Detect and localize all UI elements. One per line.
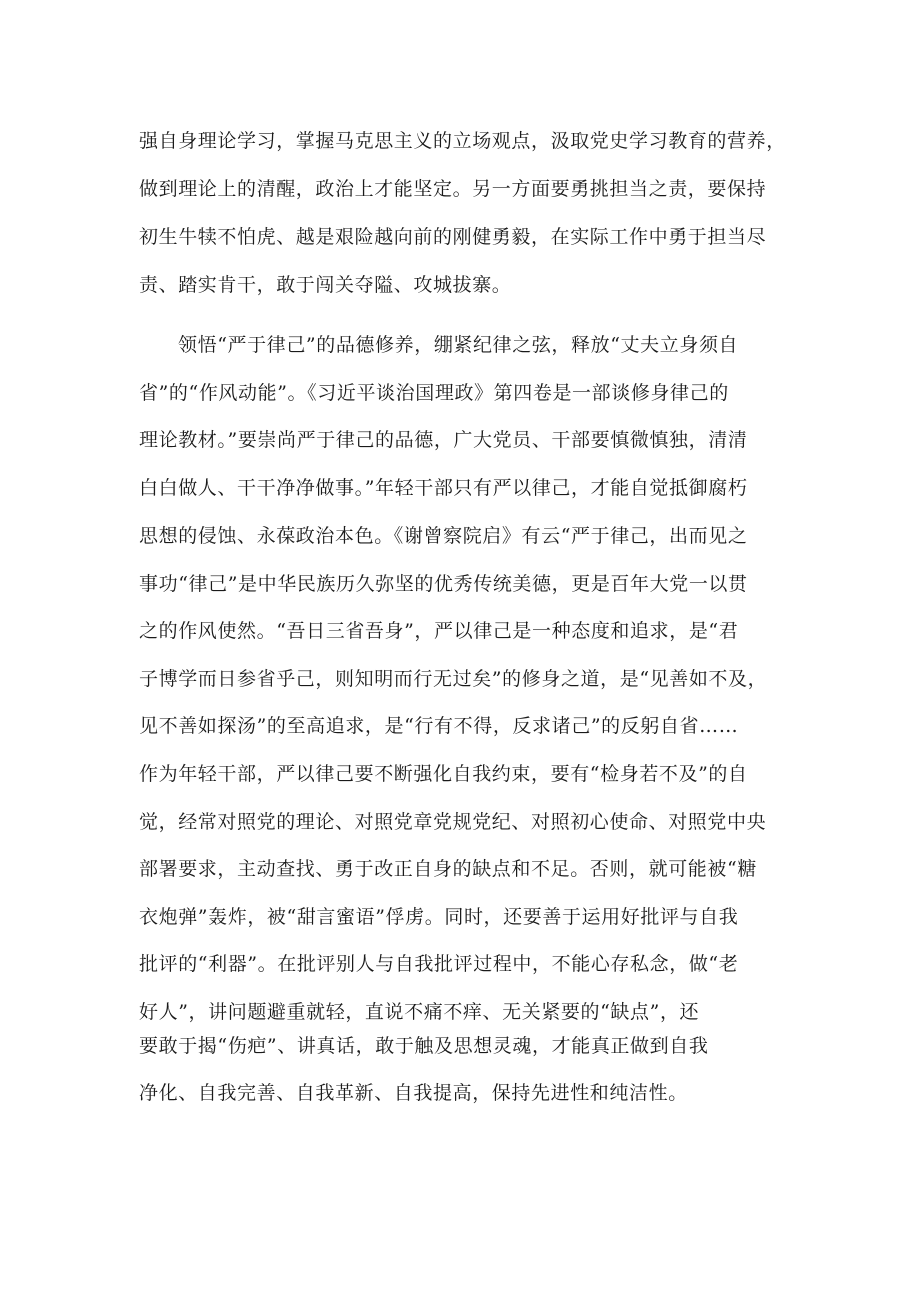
text-line: 责、踏实肯干，敢于闯关夺隘、攻城拔寨。 <box>139 274 512 296</box>
text-line: 白白做人、干干净净做事。”年轻干部只有严以律己，才能自觉抵御腐朽 <box>139 477 748 499</box>
text-line: 作为年轻干部，严以律己要不断强化自我约束，要有“检身若不及”的自 <box>139 763 748 785</box>
text-line: 思想的侵蚀、永葆政治本色。《谢曾察院启》有云“严于律己，出而见之 <box>139 525 748 547</box>
text-line: 省”的“作风动能”。《习近平谈治国理政》第四卷是一部谈修身律己的 <box>139 382 729 404</box>
text-line: 觉，经常对照党的理论、对照党章党规党纪、对照初心使命、对照党中央 <box>139 811 767 833</box>
text-line: 做到理论上的清醒，政治上才能坚定。另一方面要勇挑担当之责，要保持 <box>139 178 767 200</box>
text-line: 部署要求，主动查找、勇于改正自身的缺点和不足。否则，就可能被“糖 <box>139 858 757 880</box>
text-line: 之的作风使然。“吾日三省吾身”，严以律己是一种态度和追求，是“君 <box>139 620 739 642</box>
text-line: 领悟“严于律己”的品德修养，绷紧纪律之弦，释放“丈夫立身须自 <box>178 334 739 356</box>
text-line: 事功“律己”是中华民族历久弥坚的优秀传统美德，更是百年大党一以贯 <box>139 573 748 595</box>
text-line: 衣炮弹”轰炸，被“甜言蜜语”俘虏。同时，还要善于运用好批评与自我 <box>139 906 739 928</box>
text-line: 子博学而日参省乎己，则知明而行无过矣”的修身之道，是“见善如不及， <box>139 668 768 690</box>
text-line: 初生牛犊不怕虎、越是艰险越向前的刚健勇毅，在实际工作中勇于担当尽 <box>139 226 767 248</box>
text-line: 好人”，讲问题避重就轻，直说不痛不痒、无关紧要的“缺点”，还 <box>139 1001 700 1023</box>
text-line: 见不善如探汤”的至高追求，是“行有不得，反求诸己”的反躬自省…… <box>139 715 739 737</box>
text-line: 理论教材。”要崇尚严于律己的品德，广大党员、干部要慎微慎独，清清 <box>139 429 748 451</box>
text-line: 净化、自我完善、自我革新、自我提高，保持先进性和纯洁性。 <box>139 1082 688 1104</box>
text-line: 强自身理论学习，掌握马克思主义的立场观点，汲取党史学习教育的营养， <box>139 130 786 152</box>
text-line: 要敢于揭“伤疤”、讲真话，敢于触及思想灵魂，才能真正做到自我 <box>139 1035 709 1057</box>
text-line: 批评的“利器”。在批评别人与自我批评过程中，不能心存私念，做“老 <box>139 953 739 975</box>
